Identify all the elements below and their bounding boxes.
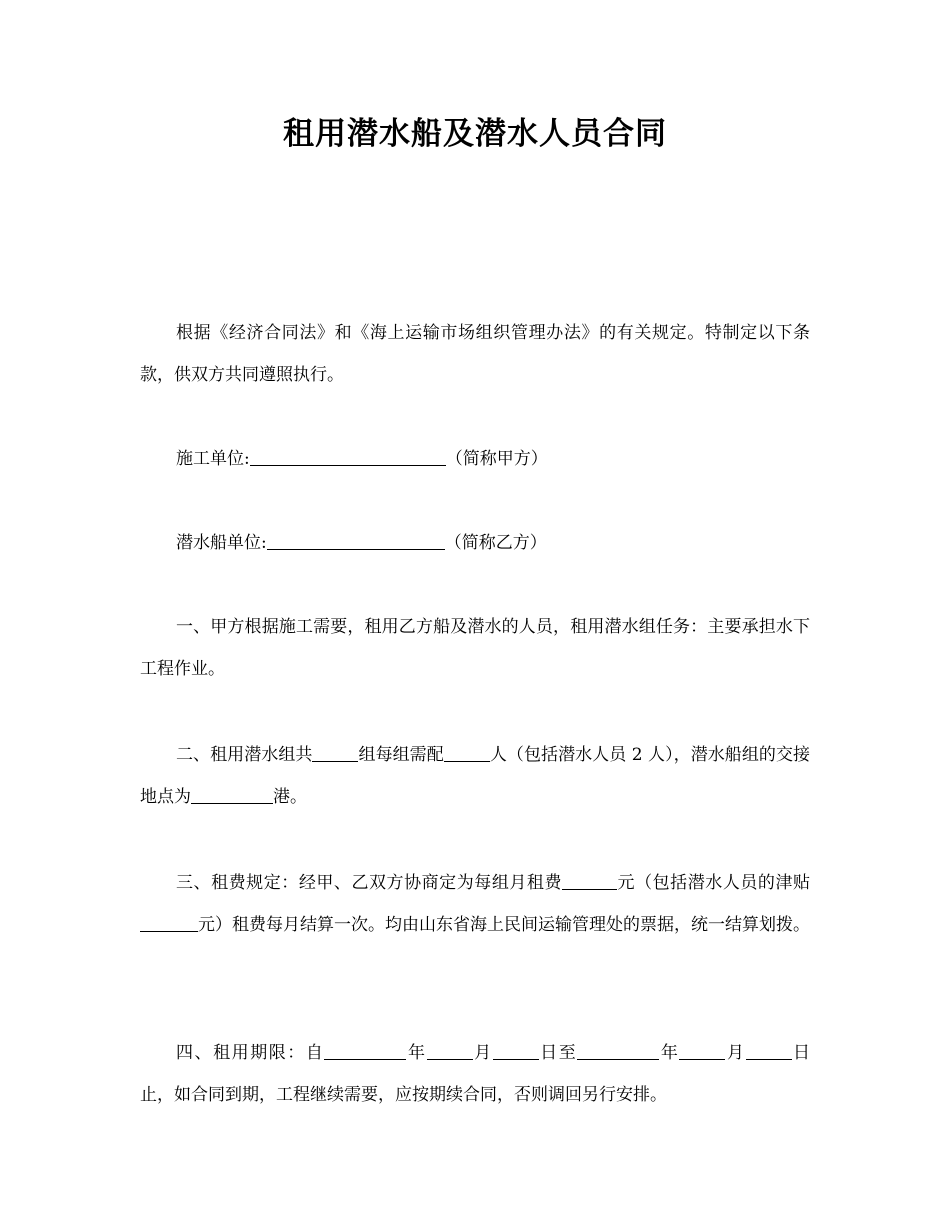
clause-3-rent-blank (562, 869, 617, 890)
clause-4-end-year-blank (577, 1039, 659, 1060)
clause-2-text-c: 人（包括潜水人员 2 人），潜水船组的交接地点为 (140, 745, 811, 807)
party-b-label: 潜水船单位: (176, 533, 267, 553)
clause-2 (140, 734, 810, 818)
clause-3-text-a: 三、租费规定：经甲、乙双方协商定为每组月租费 (176, 873, 562, 893)
clause-4-text-c: 月 (472, 1043, 493, 1063)
clause-4-end-day-blank (746, 1039, 792, 1060)
clause-2-text-b: 组每组需配 (358, 745, 444, 765)
clause-4 (140, 1032, 810, 1116)
clause-2-people-blank (444, 741, 490, 762)
party-a-line (140, 438, 810, 480)
clause-4-text-f: 月 (725, 1043, 746, 1063)
party-a-label: 施工单位: (176, 449, 250, 469)
clause-2-groups-blank (312, 741, 358, 762)
clause-4-text-d: 日至 (538, 1043, 578, 1063)
party-a-blank (250, 445, 446, 466)
clause-4-end-month-blank (679, 1039, 725, 1060)
clause-4-start-month-blank (427, 1039, 473, 1060)
clause-3-allowance-blank (140, 911, 198, 932)
clause-1: 一、甲方根据施工需要，租用乙方船及潜水的人员，租用潜水组任务：主要承担水下工程作业。 (140, 617, 810, 679)
party-b-blank (267, 529, 445, 550)
clause-3-text-c: 元）租费每月结算一次。均由山东省海上民间运输管理处的票据，统一结算划拨。 (198, 915, 810, 935)
clause-2-text-d: 港。 (273, 787, 307, 807)
clause-4-start-year-blank (324, 1039, 406, 1060)
clause-2-text-a: 二、租用潜水组共 (176, 745, 313, 765)
party-b-line (140, 522, 810, 564)
party-a-suffix: （简称甲方） (445, 449, 548, 469)
clause-4-text-b: 年 (406, 1043, 427, 1063)
clause-3 (140, 862, 810, 946)
clause-4-text-a: 四、租用期限：自 (176, 1043, 325, 1063)
clause-2-port-blank (191, 783, 273, 804)
clause-4-text-e: 年 (659, 1043, 680, 1063)
clause-4-start-day-blank (493, 1039, 539, 1060)
party-b-suffix: （简称乙方） (444, 533, 547, 553)
intro-paragraph: 根据《经济合同法》和《海上运输市场组织管理办法》的有关规定。特制定以下条款，供双方共同遵照执行。 (140, 323, 810, 385)
clause-3-text-b: 元（包括潜水人员的津贴 (617, 873, 810, 893)
clause-4-text-g: 日止，如合同到期，工程继续需要，应按期续合同，否则调回另行安排。 (140, 1043, 811, 1105)
document-title: 租用潜水船及潜水人员合同 (283, 116, 667, 152)
